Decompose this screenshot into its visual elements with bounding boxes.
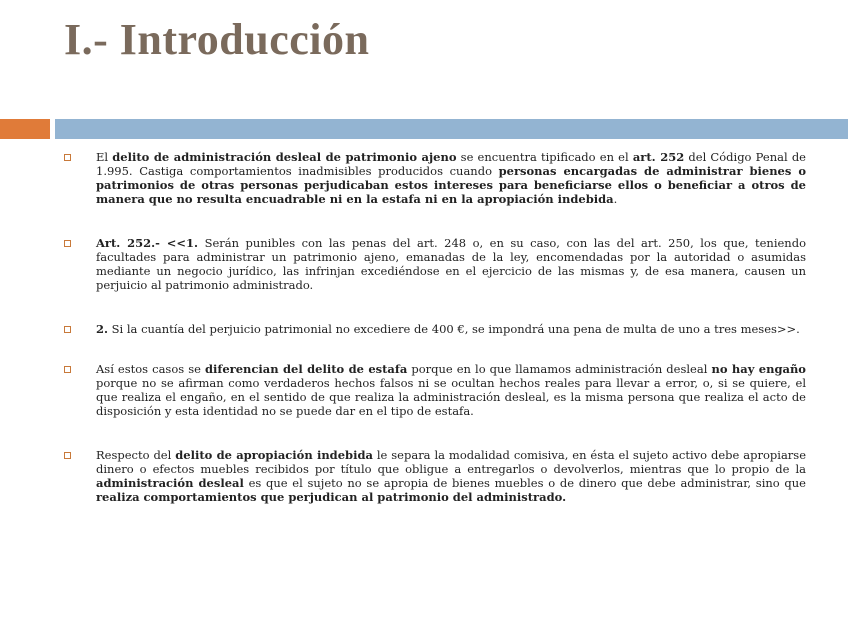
text-run: Si la cuantía del perjuicio patrimonial no excediere de 400 €, se impondrá una pena de multa de uno a tres meses>>. <box>108 322 800 336</box>
accent-bar-blue <box>55 119 848 139</box>
text-run: del Código Penal de 1.995. Castiga comportamientos inadmisibles producidos cuando <box>96 150 806 178</box>
bold-run: no hay engaño <box>711 362 806 376</box>
bold-run: art. 252 <box>632 150 685 164</box>
bullet-text <box>96 448 806 504</box>
bullet-item <box>64 236 806 292</box>
bullet-text <box>96 150 806 206</box>
text-run: El <box>96 150 113 164</box>
bullet-item <box>64 150 806 206</box>
bold-run: delito de apropiación indebida <box>175 448 373 462</box>
bold-run: administración desleal <box>96 476 244 490</box>
bold-run: 2. <box>96 322 109 336</box>
bullet-item <box>64 362 806 418</box>
slide-title: I.- Introducción <box>64 15 370 64</box>
text-run: Respecto del <box>96 448 176 462</box>
text-run: se encuentra tipificado en el <box>456 150 633 164</box>
bullet-list <box>64 150 806 504</box>
text-run: Así estos casos se <box>96 362 205 376</box>
bullet-item <box>64 448 806 504</box>
bullet-item <box>64 322 806 336</box>
bullet-text <box>96 322 806 336</box>
text-run: . <box>613 192 618 206</box>
bold-run: Art. 252.- <<1. <box>96 236 199 250</box>
square-bullet-icon <box>64 240 71 247</box>
bold-run: delito de administración desleal de patrimonio ajeno <box>112 150 457 164</box>
text-run: porque en lo que llamamos administración desleal <box>407 362 712 376</box>
bullet-text <box>96 236 806 292</box>
text-run: le separa la modalidad comisiva, en ésta el sujeto activo debe apropiarse dinero o efectos muebles recibidos por título que obligue a entregarlos o devolverlos, mientras que lo propio de la <box>96 448 806 476</box>
square-bullet-icon <box>64 366 71 373</box>
square-bullet-icon <box>64 154 71 161</box>
bullet-text <box>96 362 806 418</box>
square-bullet-icon <box>64 326 71 333</box>
bold-run: diferencian del delito de estafa <box>204 362 408 376</box>
text-run: es que el sujeto no se apropia de bienes muebles o de dinero que debe administrar, sino que <box>243 476 806 490</box>
square-bullet-icon <box>64 452 71 459</box>
text-run: porque no se afirman como verdaderos hechos falsos ni se ocultan hechos reales para llevar a error, o, si se quiere, el que realiza el engaño, en el sentido de que realiza la administración desleal, es la misma persona que realiza el acto de disposición y esta identidad no se puede dar en el tipo de estafa. <box>96 376 806 418</box>
text-run: Serán punibles con las penas del art. 248 o, en su caso, con las del art. 250, los que, teniendo facultades para administrar un patrimonio ajeno, emanadas de la ley, encomendadas por la autoridad o asumidas mediante un negocio jurídico, las infrinjan excediéndose en el ejercicio de las mismas y, de esa manera, causen un perjuicio al patrimonio administrado. <box>96 236 806 292</box>
bold-run: personas encargadas de administrar bienes o patrimonios de otras personas perjudicaban estos intereses para beneficiarse ellos o beneficiar a otros de manera que no resulta encuadrable ni en la estafa ni en la apropiación indebida <box>96 164 806 206</box>
bold-run: realiza comportamientos que perjudican al patrimonio del administrado. <box>96 490 567 504</box>
accent-bar-orange <box>0 119 50 139</box>
